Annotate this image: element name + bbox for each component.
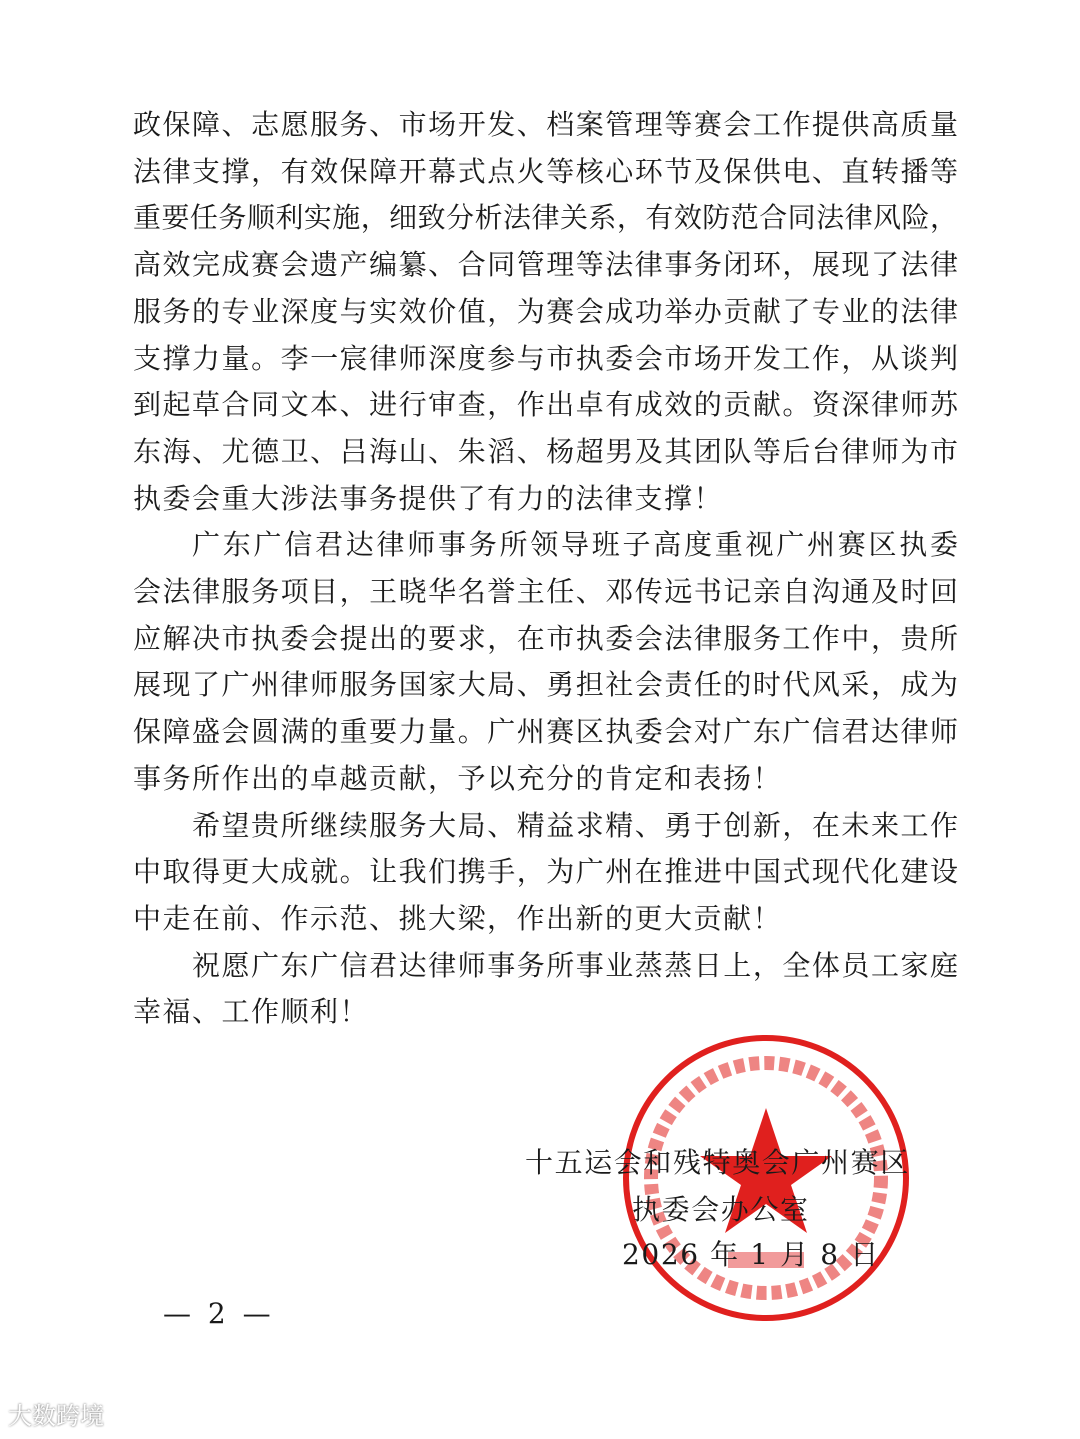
page-number: — 2 — [163, 1297, 275, 1330]
body-text-line: 法律支撑，有效保障开幕式点火等核心环节及保供电、直转播等 [133, 154, 958, 188]
body-text-line: 中走在前、作示范、挑大梁，作出新的更大贡献！ [133, 901, 783, 935]
body-text-line: 中取得更大成就。让我们携手，为广州在推进中国式现代化建设 [133, 855, 958, 889]
body-text-line: 高效完成赛会遗产编纂、合同管理等法律事务闭环，展现了法律 [133, 248, 958, 282]
body-text-line: 服务的专业深度与实效价值，为赛会成功举办贡献了专业的法律 [133, 294, 958, 328]
body-text-line: 祝愿广东广信君达律师事务所事业蒸蒸日上，全体员工家庭 [192, 948, 958, 982]
body-text-line: 幸福、工作顺利！ [133, 995, 370, 1029]
body-text-line: 到起草合同文本、进行审查，作出卓有成效的贡献。资深律师苏 [133, 388, 958, 422]
watermark-logo: 大数跨境 [8, 1402, 104, 1430]
signature-organization-line1: 十五运会和残特奥会广州赛区 [525, 1146, 910, 1179]
body-text-line: 执委会重大涉法事务提供了有力的法律支撑！ [133, 481, 724, 515]
signature-organization-line2: 执委会办公室 [632, 1193, 810, 1226]
body-text-line: 会法律服务项目，王晓华名誉主任、邓传远书记亲自沟通及时回 [133, 575, 958, 608]
body-text-line: 展现了广州律师服务国家大局、勇担社会责任的时代风采，成为 [133, 668, 958, 702]
body-text-line: 希望贵所继续服务大局、精益求精、勇于创新，在未来工作 [192, 808, 958, 842]
signature-date: 2026 年 1 月 8 日 [622, 1238, 880, 1271]
body-text-line: 保障盛会圆满的重要力量。广州赛区执委会对广东广信君达律师 [133, 715, 958, 749]
body-text-line: 东海、尤德卫、吕海山、朱滔、杨超男及其团队等后台律师为市 [133, 434, 958, 468]
body-text-line: 广东广信君达律师事务所领导班子高度重视广州赛区执委 [192, 528, 958, 562]
body-text-line: 重要任务顺利实施，细致分析法律关系，有效防范合同法律风险， [133, 201, 958, 235]
body-text-line: 应解决市执委会提出的要求，在市执委会法律服务工作中，贵所 [133, 621, 958, 655]
body-text-line: 政保障、志愿服务、市场开发、档案管理等赛会工作提供高质量 [133, 108, 958, 141]
body-text-line: 支撑力量。李一宸律师深度参与市执委会市场开发工作，从谈判 [133, 341, 958, 375]
body-text-line: 事务所作出的卓越贡献，予以充分的肯定和表扬！ [133, 761, 783, 795]
